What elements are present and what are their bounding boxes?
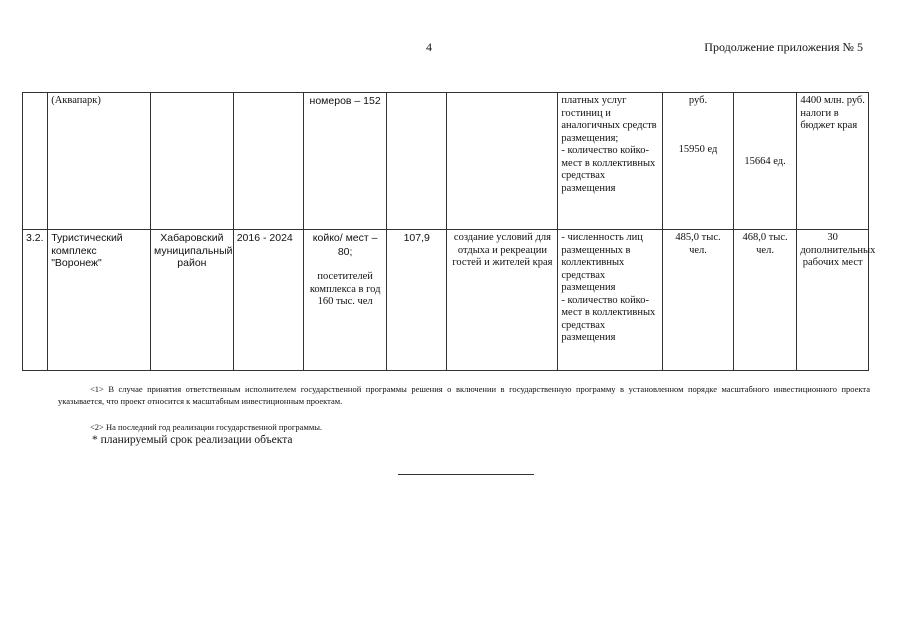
indicator-text: платных услуг гостиниц и аналогичных средств размещения;: [561, 95, 657, 144]
cell-period: [233, 93, 304, 230]
investment-projects-table: [22, 92, 876, 371]
divider-line: [398, 474, 534, 475]
cell-project-name: Туристический комплекс "Воронеж": [48, 230, 151, 371]
cell-indicator-value: 468,0 тыс. чел.: [733, 230, 797, 371]
cell-capacity: [304, 230, 387, 371]
cell-effect: 4400 млн. руб. налоги в бюджет края: [797, 93, 869, 230]
cell-number: [23, 93, 48, 230]
indicator-value: руб.: [688, 95, 708, 106]
indicator-text: - количество койко-мест в коллективных средствах размещения: [561, 294, 656, 343]
capacity-text: посетителей комплекса в год 160 тыс. чел: [309, 271, 381, 307]
table-row: [23, 230, 869, 371]
cell-indicator-value: 485,0 тыс. чел.: [663, 230, 734, 371]
indicator-value: 15664 ед.: [744, 156, 786, 167]
cell-district: [151, 93, 234, 230]
cell-capacity: номеров – 152: [304, 93, 387, 230]
cell-cost: 107,9: [386, 230, 447, 371]
indicator-value: 15950 ед: [678, 143, 718, 155]
cell-indicators: [558, 93, 663, 230]
footnote-2: <2> На последний год реализации государственной программы.: [90, 422, 323, 432]
cell-goal: [447, 93, 558, 230]
cell-goal: создание условий для отдыха и рекреации гостей и жителей края: [447, 230, 558, 371]
cell-indicator-value: [663, 93, 734, 230]
cell-project-name: (Аквапарк): [48, 93, 151, 230]
cell-number: 3.2.: [23, 230, 48, 371]
cell-indicator-value: [733, 93, 797, 230]
capacity-text: койко/ мест – 80;: [312, 232, 378, 258]
cell-district: Хабаровский муниципальный район: [151, 230, 234, 371]
continuation-title: Продолжение приложения № 5: [704, 40, 863, 54]
cell-indicators: [558, 230, 663, 371]
cell-period: 2016 - 2024: [233, 230, 304, 371]
indicator-text: - количество койко-мест в коллективных средствах размещения: [561, 145, 656, 194]
table-row: [23, 93, 869, 230]
cell-cost: [386, 93, 447, 230]
page-number: 4: [426, 40, 432, 54]
footnote-asterisk: * планируемый срок реализации объекта: [92, 434, 293, 446]
indicator-text: - численность лиц размещенных в коллективных средствах размещения: [561, 232, 643, 293]
footnote-1: <1> В случае принятия ответственным исполнителем государственной программы решения о включении в государственную программу в установленном порядке масштабного инвестиционного проекта указывается, что проект относится к масштабным инвестиционным проектам.: [58, 384, 870, 406]
cell-effect: 30 дополнительных рабочих мест: [797, 230, 869, 371]
